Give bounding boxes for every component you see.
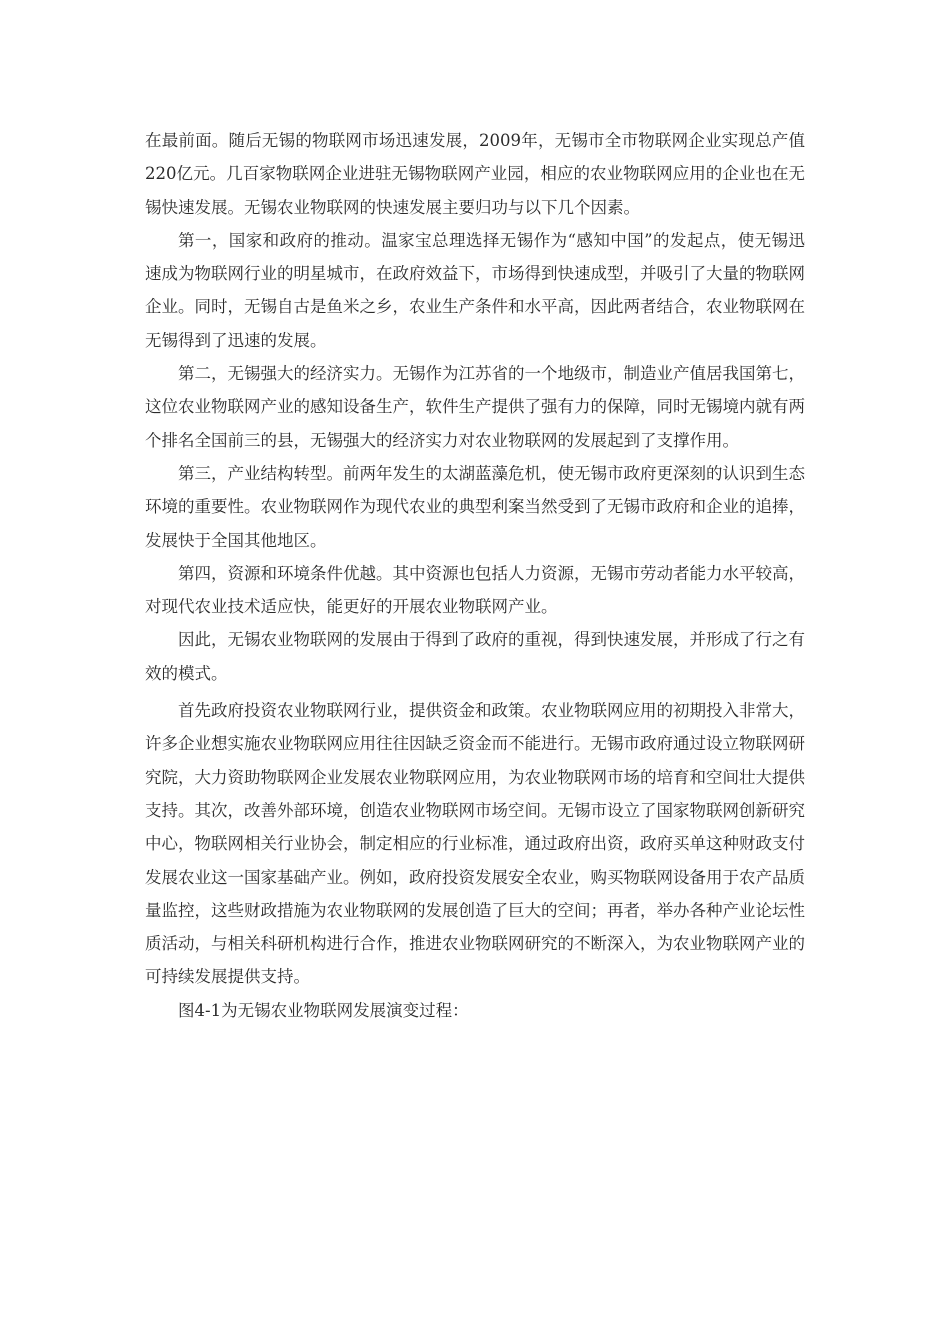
paragraph-factor-one: 第一，国家和政府的推动。温家宝总理选择无锡作为“感知中国”的发起点，使无锡迅速成为物联网行业的明星城市，在政府效益下，市场得到快速成型，并吸引了大量的物联网企业。同时，无锡自古是鱼米之乡，农业生产条件和水平高，因此两者结合，农业物联网在无锡得到了迅速的发展。 [145, 230, 805, 350]
paragraph-factor-two: 第二，无锡强大的经济实力。无锡作为江苏省的一个地级市，制造业产值居我国第七，这位农业物联网产业的感知设备生产，软件生产提供了强有力的保障，同时无锡境内就有两个排名全国前三的县，无锡强大的经济实力对农业物联网的发展起到了支撑作用。 [145, 364, 805, 450]
paragraph-factor-three: 第三，产业结构转型。前两年发生的太湖蓝藻危机，使无锡市政府更深刻的认识到生态环境的重要性。农业物联网作为现代农业的典型利案当然受到了无锡市政府和企业的追捧，发展快于全国其他地区。 [145, 463, 805, 550]
paragraph-continuation: 在最前面。随后无锡的物联网市场迅速发展，2009年，无锡市全市物联网企业实现总产值220亿元。几百家物联网企业进驻无锡物联网产业园，相应的农业物联网应用的企业也在无锡快速发展。无锡农业物联网的快速发展主要归功与以下几个因素。 [145, 131, 805, 217]
paragraph-government-investment: 首先政府投资农业物联网行业，提供资金和政策。农业物联网应用的初期投入非常大，许多企业想实施农业物联网应用往往因缺乏资金而不能进行。无锡市政府通过设立物联网研究院，大力资助物联网企业发展农业物联网应用，为农业物联网市场的培育和空间壮大提供支持。其次，改善外部环境，创造农业物联网市场空间。无锡市设立了国家物联网创新研究中心，物联网相关行业协会，制定相应的行业标准，通过政府出资，政府买单这种财政支付发展农业这一国家基础产业。例如，政府投资发展安全农业，购买物联网设备用于农产品质量监控，这些财政措施为农业物联网的发展创造了巨大的空间；再者，举办各种产业论坛性质活动，与相关科研机构进行合作，推进农业物联网研究的不断深入，为农业物联网产业的可持续发展提供支持。 [145, 701, 805, 987]
document-body [145, 124, 805, 1027]
figure-reference: 图4-1为无锡农业物联网发展演变过程： [178, 1000, 469, 1020]
paragraph-conclusion: 因此，无锡农业物联网的发展由于得到了政府的重视，得到快速发展，并形成了行之有效的模式。 [145, 630, 805, 683]
paragraph-factor-four: 第四，资源和环境条件优越。其中资源也包括人力资源，无锡市劳动者能力水平较高，对现代农业技术适应快，能更好的开展农业物联网产业。 [145, 563, 805, 617]
